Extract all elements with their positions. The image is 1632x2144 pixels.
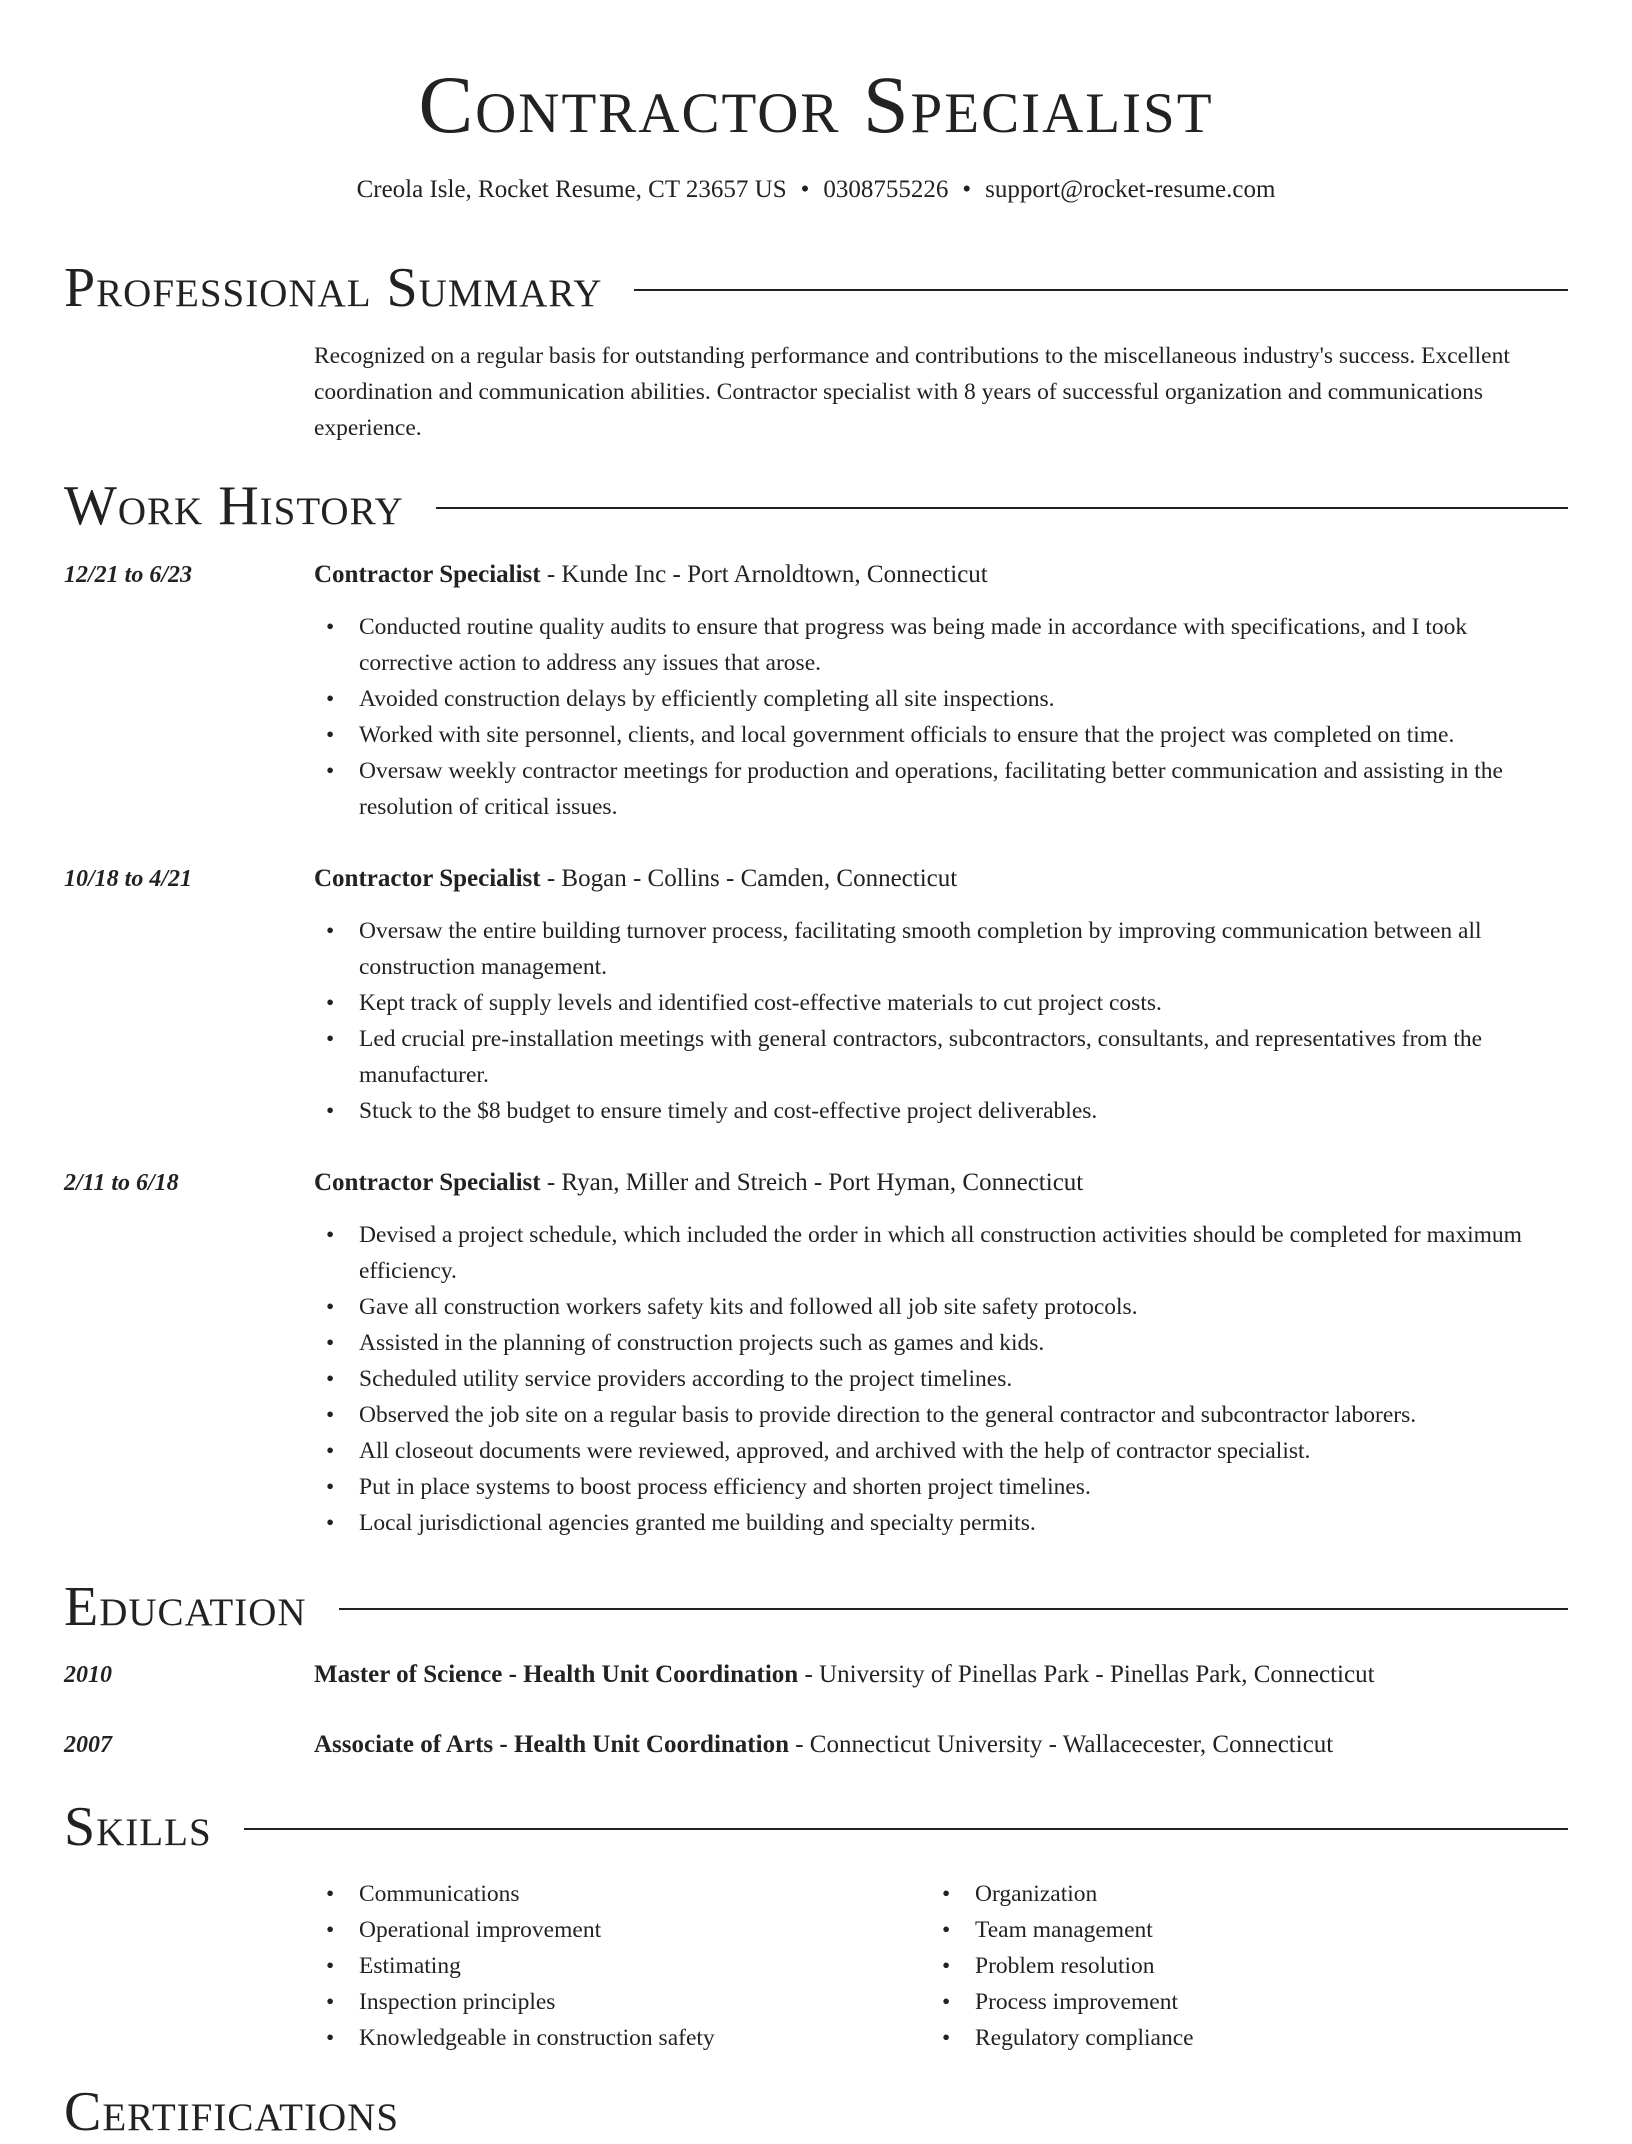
list-item: • Put in place systems to boost process efficiency and shorten project timelines.	[314, 1469, 1564, 1505]
skill-item: • Communications	[314, 1876, 914, 1912]
job-bullets	[314, 609, 1564, 825]
job-title-line	[314, 863, 1564, 895]
job-title-line	[314, 1167, 1564, 1199]
list-item: • Worked with site personnel, clients, and local government officials to ensure that the project was completed on time.	[314, 717, 1564, 753]
education-year: 2010	[64, 1662, 112, 1688]
job-company: - Kunde Inc - Port Arnoldtown, Connecticut	[540, 561, 988, 588]
education-school: - University of Pinellas Park - Pinellas Park, Connecticut	[798, 1661, 1375, 1688]
education-section-title: Education	[64, 1576, 307, 1638]
job-bullets	[314, 1217, 1564, 1541]
education-line	[314, 1729, 1564, 1761]
contact-separator: •	[962, 176, 972, 203]
education-section-header	[64, 1575, 1568, 1639]
section-divider	[339, 1608, 1568, 1610]
contact-phone: 0308755226	[823, 176, 949, 203]
list-item: • Avoided construction delays by efficiently completing all site inspections.	[314, 681, 1564, 717]
list-item: • Devised a project schedule, which included the order in which all construction activities should be completed for maximum efficiency.	[314, 1217, 1564, 1289]
job-company: - Bogan - Collins - Camden, Connecticut	[540, 865, 958, 892]
list-item: • Oversaw weekly contractor meetings for production and operations, facilitating better communication and assisting in the resolution of critical issues.	[314, 753, 1564, 825]
job-title-line	[314, 559, 1564, 591]
skill-item: • Problem resolution	[930, 1948, 1530, 1984]
job-bullets	[314, 913, 1564, 1129]
resume-name: Contractor Specialist	[418, 59, 1214, 150]
summary-section-title: Professional Summary	[64, 257, 603, 319]
skill-item: • Inspection principles	[314, 1984, 914, 2020]
job-role: Contractor Specialist	[314, 561, 541, 588]
list-item: • Local jurisdictional agencies granted me building and specialty permits.	[314, 1505, 1564, 1541]
skill-item: • Operational improvement	[314, 1912, 914, 1948]
list-item: • Gave all construction workers safety kits and followed all job site safety protocols.	[314, 1289, 1564, 1325]
contact-email: support@rocket-resume.com	[985, 176, 1276, 203]
summary-text: Recognized on a regular basis for outstanding performance and contributions to the miscellaneous industry's success. Excellent coordination and communication abilities. Contractor specialist with 8 years of successful organization and communications experience.	[314, 343, 1510, 441]
certifications-section-header	[64, 2080, 1568, 2144]
skills-section-title: Skills	[64, 1796, 212, 1858]
list-item: • Oversaw the entire building turnover process, facilitating smooth completion by improving communication between all construction management.	[314, 913, 1564, 985]
list-item: • Conducted routine quality audits to ensure that progress was being made in accordance with specifications, and I took corrective action to address any issues that arose.	[314, 609, 1564, 681]
skills-list-right	[930, 1876, 1530, 2056]
job-dates: 2/11 to 6/18	[64, 1170, 179, 1196]
education-degree: Associate of Arts - Health Unit Coordination	[314, 1731, 789, 1758]
section-divider	[634, 289, 1568, 291]
skill-item: • Process improvement	[930, 1984, 1530, 2020]
education-school: - Connecticut University - Wallacecester, Connecticut	[788, 1731, 1334, 1758]
education-degree: Master of Science - Health Unit Coordination	[314, 1661, 799, 1688]
list-item: • Kept track of supply levels and identified cost-effective materials to cut project costs.	[314, 985, 1564, 1021]
contact-line	[0, 174, 1632, 206]
job-dates: 10/18 to 4/21	[64, 866, 193, 892]
list-item: • Observed the job site on a regular basis to provide direction to the general contractor and subcontractor laborers.	[314, 1397, 1564, 1433]
section-divider	[436, 507, 1568, 509]
contact-separator: •	[800, 176, 810, 203]
section-divider	[244, 1828, 1568, 1830]
skill-item: • Estimating	[314, 1948, 914, 1984]
education-line	[314, 1659, 1564, 1691]
work-section-title: Work History	[64, 475, 404, 537]
skill-item: • Regulatory compliance	[930, 2020, 1530, 2056]
certifications-section-title: Certifications	[64, 2081, 400, 2143]
list-item: • All closeout documents were reviewed, approved, and archived with the help of contractor specialist.	[314, 1433, 1564, 1469]
job-dates: 12/21 to 6/23	[64, 562, 193, 588]
skills-section-header	[64, 1795, 1568, 1859]
skill-item: • Knowledgeable in construction safety	[314, 2020, 914, 2056]
list-item: • Scheduled utility service providers according to the project timelines.	[314, 1361, 1564, 1397]
list-item: • Led crucial pre-installation meetings with general contractors, subcontractors, consultants, and representatives from the manufacturer.	[314, 1021, 1564, 1093]
work-section-header	[64, 474, 1568, 538]
skill-item: • Organization	[930, 1876, 1530, 1912]
job-role: Contractor Specialist	[314, 865, 541, 892]
job-role: Contractor Specialist	[314, 1169, 541, 1196]
list-item: • Assisted in the planning of construction projects such as games and kids.	[314, 1325, 1564, 1361]
skill-item: • Team management	[930, 1912, 1530, 1948]
contact-address: Creola Isle, Rocket Resume, CT 23657 US	[356, 176, 787, 203]
summary-section-header	[64, 256, 1568, 320]
skills-list-left	[314, 1876, 914, 2056]
education-year: 2007	[64, 1732, 112, 1758]
list-item: • Stuck to the $8 budget to ensure timely and cost-effective project deliverables.	[314, 1093, 1564, 1129]
job-company: - Ryan, Miller and Streich - Port Hyman, Connecticut	[540, 1169, 1084, 1196]
